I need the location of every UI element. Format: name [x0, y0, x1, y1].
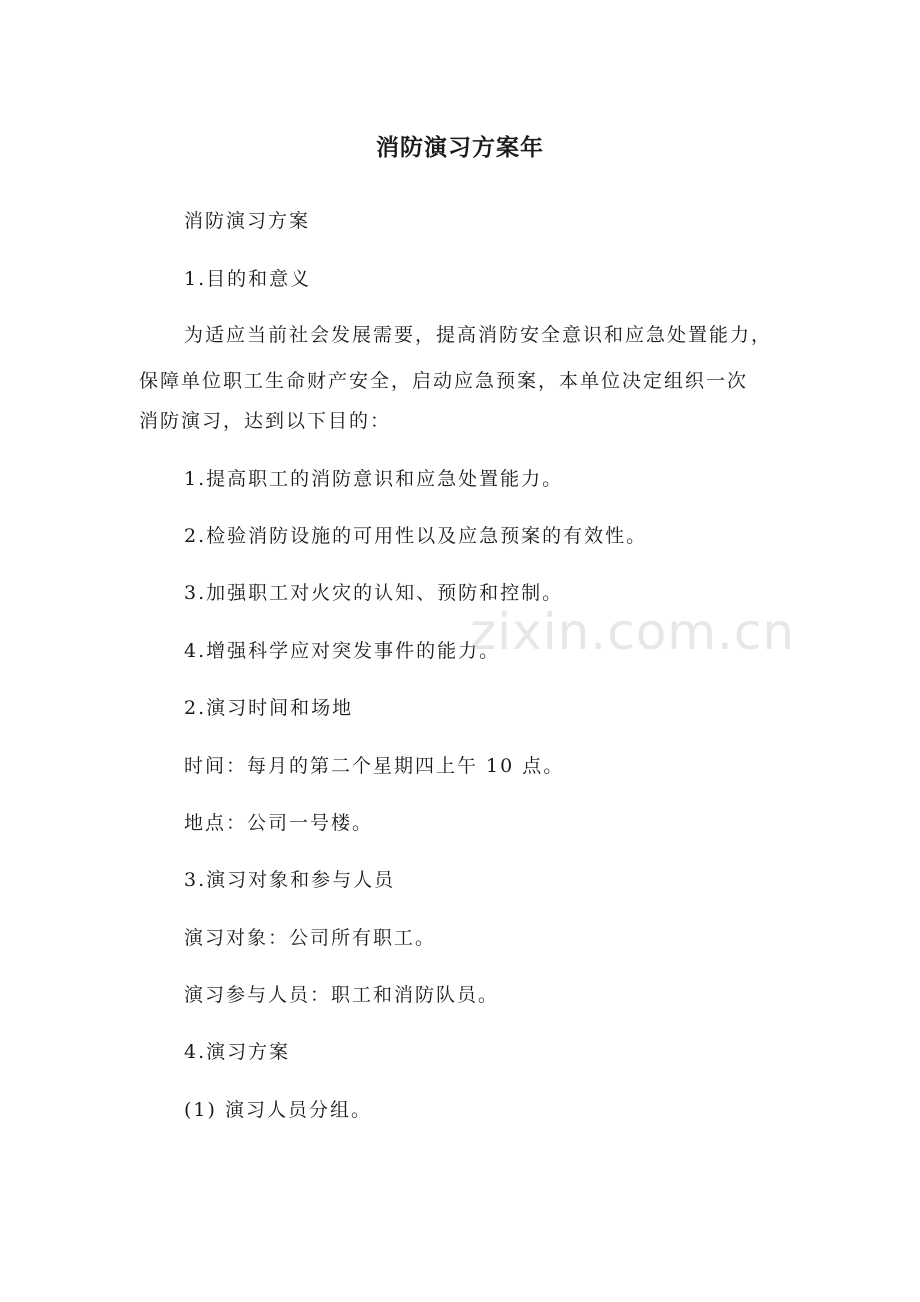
section-heading-plan: 4.演习方案	[184, 1041, 291, 1063]
section-heading-time-place: 2.演习时间和场地	[184, 697, 354, 719]
place-line: 地点：公司一号楼。	[184, 812, 374, 834]
list-item: 4.增强科学应对突发事件的能力。	[184, 640, 501, 662]
section-heading-participants: 3.演习对象和参与人员	[184, 869, 396, 891]
list-item: 2.检验消防设施的可用性以及应急预案的有效性。	[184, 525, 648, 547]
participants-line: 演习参与人员：职工和消防队员。	[184, 984, 500, 1006]
plan-item: (1) 演习人员分组。	[184, 1099, 372, 1121]
time-line: 时间：每月的第二个星期四上午 10 点。	[184, 755, 565, 777]
participants-line: 演习对象：公司所有职工。	[184, 927, 437, 949]
watermark: zixin.com.cn	[470, 603, 796, 661]
paragraph-line: 保障单位职工生命财产安全，启动应急预案，本单位决定组织一次	[139, 370, 749, 392]
list-item: 3.加强职工对火灾的认知、预防和控制。	[184, 582, 564, 604]
section-heading-purpose: 1.目的和意义	[184, 268, 312, 290]
document-title: 消防演习方案年	[376, 135, 544, 161]
paragraph-line: 消防演习，达到以下目的：	[139, 410, 392, 432]
paragraph-line: 为适应当前社会发展需要，提高消防安全意识和应急处置能力，	[184, 324, 773, 346]
section-heading: 消防演习方案	[184, 210, 311, 232]
list-item: 1.提高职工的消防意识和应急处置能力。	[184, 468, 564, 490]
